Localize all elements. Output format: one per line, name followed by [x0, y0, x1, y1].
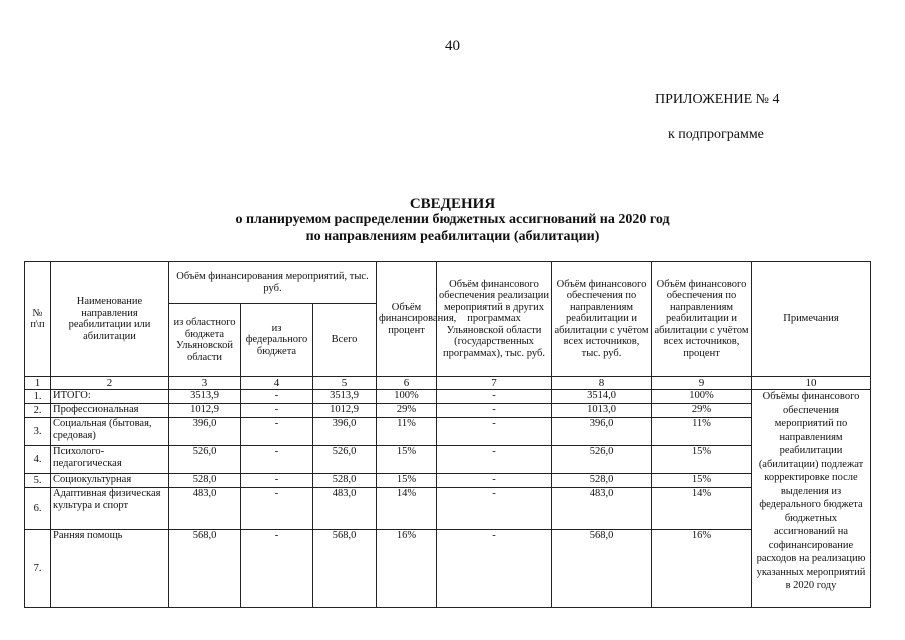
row-name: Психолого-педагогическая — [51, 446, 169, 474]
cell-federal: - — [241, 418, 313, 446]
cell-percent: 11% — [377, 418, 437, 446]
header-federal: из федерального бюджета — [241, 304, 313, 377]
header-financing-group: Объём финансирования мероприятий, тыс. руб. — [169, 262, 377, 304]
row-name: Адаптивная физическая культура и спорт — [51, 488, 169, 530]
column-number: 6 — [377, 377, 437, 390]
header-notes: Примечания — [752, 262, 871, 377]
row-number: 7. — [25, 530, 51, 608]
header-regional: из областного бюджета Ульяновской области — [169, 304, 241, 377]
cell-federal: - — [241, 474, 313, 488]
column-number: 10 — [752, 377, 871, 390]
cell-all-sources-percent: 100% — [652, 390, 752, 404]
column-number: 7 — [437, 377, 552, 390]
table-row — [25, 390, 871, 404]
row-number: 4. — [25, 446, 51, 474]
document-title: СВЕДЕНИЯ — [409, 196, 496, 212]
page-number: 40 — [445, 38, 460, 54]
cell-percent: 15% — [377, 474, 437, 488]
table-row — [25, 446, 871, 474]
cell-other: - — [437, 390, 552, 404]
table-row — [25, 530, 871, 608]
cell-regional: 528,0 — [169, 474, 241, 488]
cell-regional: 396,0 — [169, 418, 241, 446]
document-subtitle-2: по направлениям реабилитации (абилитации) — [305, 229, 600, 244]
row-number: 5. — [25, 474, 51, 488]
document-subtitle-1: о планируемом распределении бюджетных ассигнований на 2020 год — [235, 212, 670, 227]
row-number: 3. — [25, 418, 51, 446]
cell-all-sources-percent: 15% — [652, 474, 752, 488]
table-row — [25, 418, 871, 446]
column-number: 2 — [51, 377, 169, 390]
cell-percent: 15% — [377, 446, 437, 474]
subprogram-label: к подпрограмме — [668, 127, 764, 142]
cell-total: 528,0 — [313, 474, 377, 488]
cell-other: - — [437, 446, 552, 474]
column-number: 1 — [25, 377, 51, 390]
cell-regional: 568,0 — [169, 530, 241, 608]
cell-federal: - — [241, 530, 313, 608]
cell-all-sources: 568,0 — [552, 530, 652, 608]
row-name: Профессиональная — [51, 404, 169, 418]
header-percent: Объём финансирования, процент — [377, 262, 437, 377]
cell-percent: 100% — [377, 390, 437, 404]
cell-total: 568,0 — [313, 530, 377, 608]
cell-total: 396,0 — [313, 418, 377, 446]
table-row — [25, 404, 871, 418]
cell-federal: - — [241, 446, 313, 474]
cell-all-sources: 396,0 — [552, 418, 652, 446]
cell-other: - — [437, 530, 552, 608]
column-number: 4 — [241, 377, 313, 390]
cell-regional: 3513,9 — [169, 390, 241, 404]
row-number: 6. — [25, 488, 51, 530]
cell-federal: - — [241, 404, 313, 418]
header-other-programs: Объём финансового обеспечения реализации мероприятий в других программах Ульяновской области (государственных программах), тыс. руб. — [437, 262, 552, 377]
row-name: Ранняя помощь — [51, 530, 169, 608]
cell-all-sources-percent: 14% — [652, 488, 752, 530]
header-all-sources: Объём финансового обеспечения по направлениям реабилитации и абилитации с учётом всех источников, тыс. руб. — [552, 262, 652, 377]
column-number: 8 — [552, 377, 652, 390]
cell-percent: 14% — [377, 488, 437, 530]
cell-federal: - — [241, 488, 313, 530]
column-number: 3 — [169, 377, 241, 390]
cell-all-sources: 528,0 — [552, 474, 652, 488]
row-number: 1. — [25, 390, 51, 404]
row-name: Социокультурная — [51, 474, 169, 488]
cell-all-sources: 1013,0 — [552, 404, 652, 418]
header-direction: Наименование направления реабилитации или абилитации — [51, 262, 169, 377]
cell-all-sources-percent: 29% — [652, 404, 752, 418]
cell-all-sources: 3514,0 — [552, 390, 652, 404]
table-row — [25, 488, 871, 530]
cell-total: 1012,9 — [313, 404, 377, 418]
cell-all-sources-percent: 15% — [652, 446, 752, 474]
cell-all-sources: 483,0 — [552, 488, 652, 530]
cell-all-sources-percent: 11% — [652, 418, 752, 446]
cell-all-sources: 526,0 — [552, 446, 652, 474]
appendix-label: ПРИЛОЖЕНИЕ № 4 — [655, 92, 780, 107]
row-name: ИТОГО: — [51, 390, 169, 404]
cell-regional: 526,0 — [169, 446, 241, 474]
cell-regional: 1012,9 — [169, 404, 241, 418]
cell-total: 3513,9 — [313, 390, 377, 404]
column-number: 5 — [313, 377, 377, 390]
column-number: 9 — [652, 377, 752, 390]
cell-total: 483,0 — [313, 488, 377, 530]
notes-cell: Объёмы финансового обеспечения мероприятий по направлениям реабилитации (абилитации) подлежат корректировке после выделения из федерального бюджета бюджетных ассигнований на софинансирование расходов на реализацию указанных мероприятий в 2020 году — [752, 390, 871, 608]
header-all-sources-percent: Объём финансового обеспечения по направлениям реабилитации и абилитации с учётом всех источников, процент — [652, 262, 752, 377]
header-total: Всего — [313, 304, 377, 377]
table-row — [25, 474, 871, 488]
cell-regional: 483,0 — [169, 488, 241, 530]
row-number: 2. — [25, 404, 51, 418]
cell-percent: 29% — [377, 404, 437, 418]
cell-other: - — [437, 474, 552, 488]
budget-table — [24, 261, 871, 608]
cell-all-sources-percent: 16% — [652, 530, 752, 608]
row-name: Социальная (бытовая, средовая) — [51, 418, 169, 446]
cell-other: - — [437, 488, 552, 530]
cell-other: - — [437, 404, 552, 418]
cell-total: 526,0 — [313, 446, 377, 474]
cell-percent: 16% — [377, 530, 437, 608]
cell-federal: - — [241, 390, 313, 404]
cell-other: - — [437, 418, 552, 446]
header-no: № п\п — [25, 262, 51, 377]
